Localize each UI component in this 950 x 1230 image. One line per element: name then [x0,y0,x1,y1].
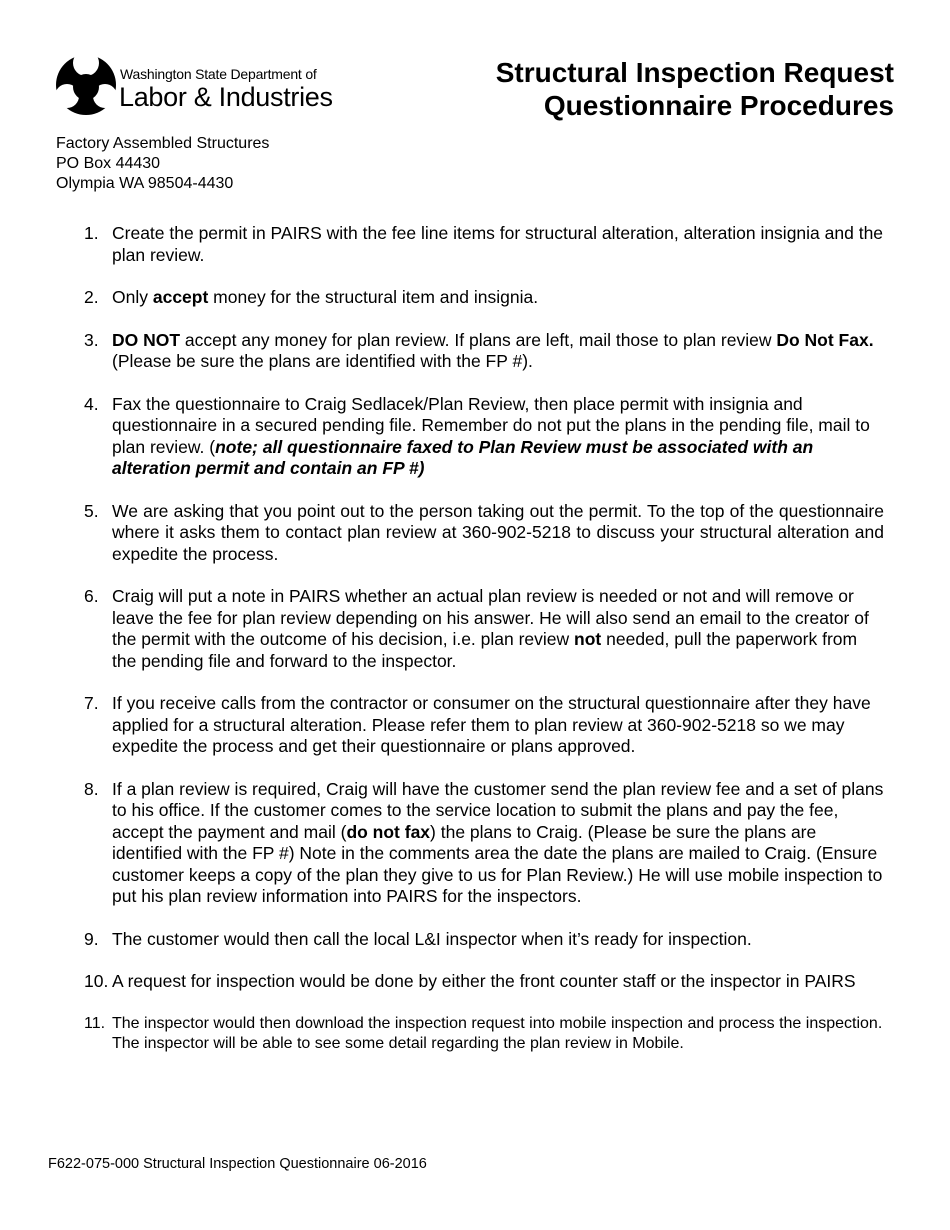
procedure-item-7 [84,693,884,758]
form-footer: F622-075-000 Structural Inspection Questionnaire 06-2016 [48,1156,427,1172]
item-text: money for the structural item and insignia. [208,287,539,307]
item-text: We are asking that you point out to the person taking out the permit. To the top of the questionnaire where it asks them to contact plan review at 360-902-5218 to discuss your structural alteration and expedite the process. [112,500,884,564]
item-note: note; all questionnaire faxed to Plan Review must be associated with an alteration permit and contain an FP #) [112,436,814,478]
item-number: 11. [84,1014,106,1032]
procedure-item-4 [84,394,884,480]
procedure-item-9 [84,929,884,951]
item-text: accept any money for plan review. If plans are left, mail those to plan review [180,329,777,350]
agency-logo [55,54,333,118]
procedure-item-11 [84,1014,884,1054]
page-title [496,56,894,122]
item-text: If you receive calls from the contractor or consumer on the structural questionnaire after they have applied for a structural alteration. Please refer them to plan review at 360-902-5218 so we may expedite the process and get their questionnaire or plans approved. [112,693,871,756]
procedure-item-10 [84,971,884,993]
item-emphasis: accept [152,287,209,307]
mailing-address [56,134,269,194]
item-number: 7. [84,693,99,713]
item-number: 3. [84,329,99,350]
item-number: 5. [84,500,99,521]
item-number: 4. [84,393,99,414]
title-line-2: Questionnaire Procedures [543,90,894,121]
item-emphasis: not [574,629,602,649]
item-number: 6. [84,586,99,606]
procedure-item-8 [84,779,884,908]
item-text: needed, pull the paperwork from the pending file and forward to the inspector. [112,629,858,671]
item-text: If a plan review is required, Craig will have the customer send the plan review fee and a set of plans to his office. If the customer comes to the service location to submit the plans and pay the fee, accept the payment and mail ( [112,778,884,842]
item-text: The customer would then call the local L&I inspector when it’s ready for inspection. [112,928,752,949]
item-text: Craig will put a note in PAIRS whether an actual plan review is needed or not and will remove or leave the fee for plan review depending on his answer. He will also send an email to the creator of the permit with the outcome of his decision, i.e. plan review [112,586,869,649]
address-line-2: PO Box 44430 [56,155,161,172]
item-text: Only [112,287,153,307]
item-text: Fax the questionnaire to Craig Sedlacek/Plan Review, then place permit with insignia and questionnaire in a secured pending file. Remember do not put the plans in the pending file, mail to plan review. ( [112,393,870,457]
lni-logo-icon [55,54,117,116]
item-emphasis: Do Not Fax. [776,329,874,350]
procedure-item-3 [84,330,884,373]
item-text: (Please be sure the plans are identified with the FP #). [112,351,533,371]
item-number: 10. [84,971,109,991]
item-text: A request for inspection would be done by either the front counter staff or the inspector in PAIRS [112,971,856,991]
title-line-1: Structural Inspection Request [495,57,894,88]
item-text: The inspector would then download the inspection request into mobile inspection and process the inspection. The inspector will be able to see some detail regarding the plan review in Mobile. [112,1014,883,1052]
item-emphasis: DO NOT [112,329,181,350]
procedure-item-5 [84,501,884,566]
procedure-list [84,223,884,1075]
address-line-3: Olympia WA 98504-4430 [56,175,234,192]
procedure-item-1 [84,223,884,266]
procedure-item-2 [84,287,884,309]
item-number: 2. [84,287,99,307]
item-emphasis: do not fax [346,821,431,842]
item-number: 1. [84,223,99,243]
procedure-item-6 [84,586,884,672]
logo-agency-line: Washington State Department of [120,66,317,82]
item-number: 9. [84,928,99,949]
logo-agency-name: Labor & Industries [119,82,333,112]
item-text: ) the plans to Craig. (Please be sure the plans are identified with the FP #) Note in the comments area the date the plans are mailed to Craig. (Ensure customer keeps a copy of the plan they give to us for Plan Review.) He will use mobile inspection to put his plan review information into PAIRS for the inspectors. [112,821,883,906]
item-number: 8. [84,778,99,799]
address-line-1: Factory Assembled Structures [56,135,270,152]
item-text: Create the permit in PAIRS with the fee line items for structural alteration, alteration insignia and the plan review. [112,223,884,265]
